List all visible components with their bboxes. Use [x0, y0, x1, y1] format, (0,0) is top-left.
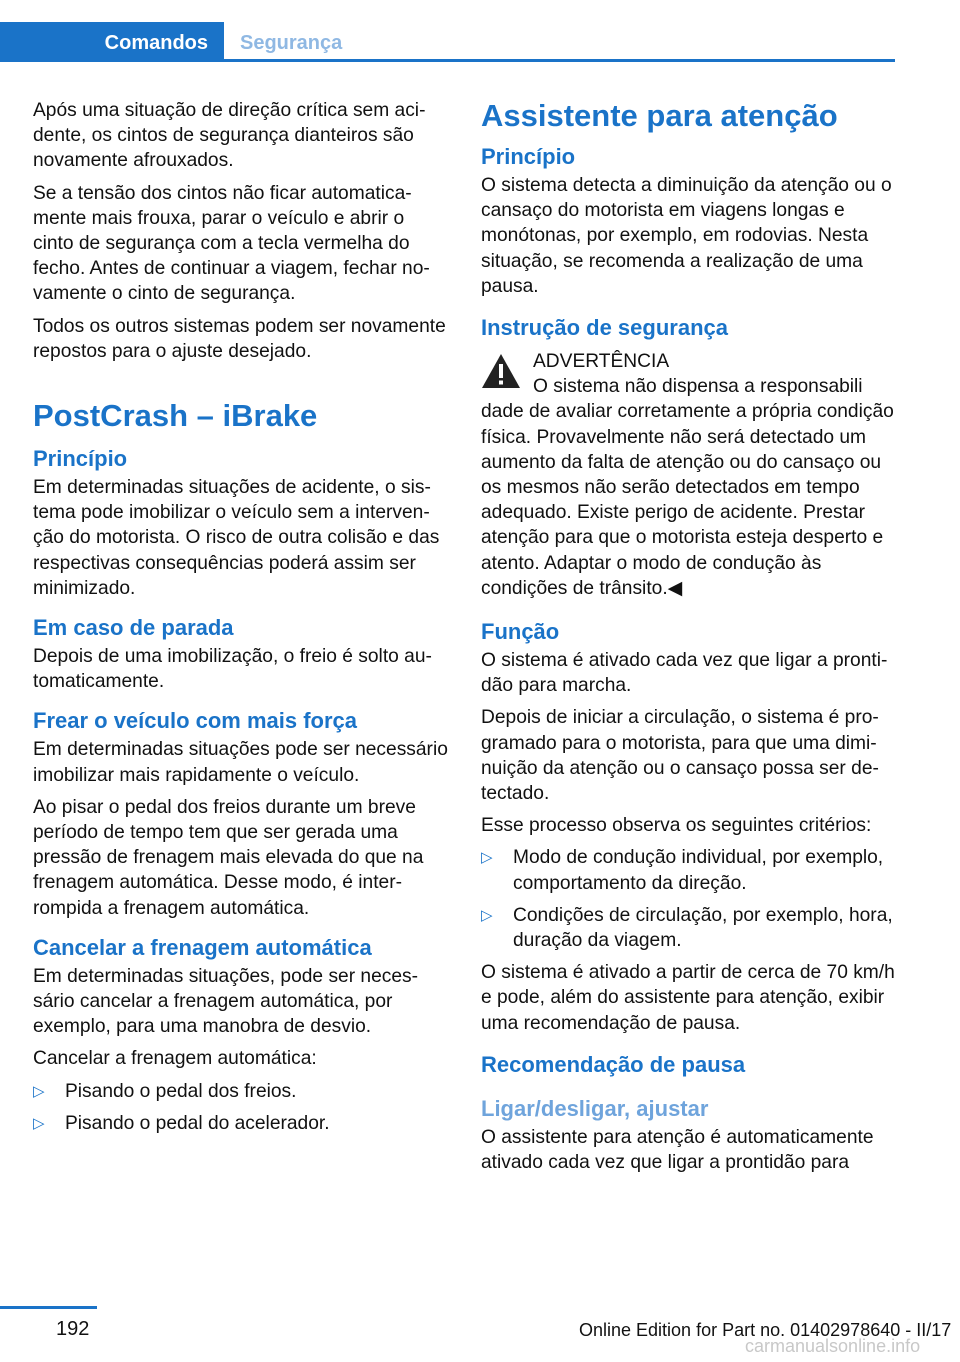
bullet-list [481, 845, 896, 953]
paragraph: Em determinadas situações de acidente, o sistema pode imobilizar o veículo sem a intervenção do motorista. O risco de outra colisão e das respectivas consequências poderá assim ser minimizado. [33, 477, 440, 599]
paragraph: Cancelar a frenagem automática: [33, 1048, 317, 1070]
watermark: carmanualsonline.info [745, 1336, 921, 1356]
section-title-assistente: Assistente para atenção [481, 98, 838, 133]
paragraph: Esse processo observa os seguintes critérios: [481, 815, 872, 837]
list-item [481, 903, 896, 953]
paragraph: Depois de iniciar a circulação, o sistema é programado para o motorista, para que uma diminuição da atenção ou o cansaço possa ser detectado. [481, 707, 879, 805]
tab-comandos[interactable]: Comandos [0, 22, 224, 62]
paragraph: O sistema detecta a diminuição da atenção ou o cansaço do motorista em viagens longas e monótonas, por exemplo, em rodovias. Nesta situação, se recomenda a realização de uma pausa. [481, 175, 892, 297]
paragraph: O sistema é ativado a partir de cerca de 70 km/h e pode, além do assistente para atenção, exibir uma recomendação de pausa. [481, 962, 895, 1034]
list-item-text: Condições de circulação, por exemplo, hora, duração da viagem. [513, 904, 893, 952]
heading-principio: Princípio [33, 446, 128, 472]
warning-triangle-icon [481, 353, 521, 389]
tabbar-underline [0, 59, 895, 62]
list-item-text: Pisando o pedal dos freios. [65, 1080, 297, 1102]
page-number: 192 [56, 1318, 90, 1340]
paragraph: Após uma situação de direção crítica sem acidente, os cintos de segurança dianteiros são novamente afrouxados. [33, 100, 426, 172]
heading-frear: Frear o veículo com mais força [33, 708, 358, 734]
bullet-triangle-icon: ▷ [33, 1082, 45, 1100]
bullet-triangle-icon: ▷ [33, 1114, 45, 1132]
section-title-postcrash: PostCrash – iBrake [33, 398, 318, 434]
chapter-tabbar [0, 22, 895, 62]
paragraph: O sistema é ativado cada vez que ligar a prontidão para marcha. [481, 650, 888, 697]
heading-instrucao: Instrução de segurança [481, 315, 728, 341]
list-item [33, 1111, 448, 1136]
left-column [33, 98, 448, 1143]
paragraph: Em determinadas situações pode ser necessário imobilizar mais rapidamente o veículo. [33, 739, 448, 786]
paragraph: Ao pisar o pedal dos freios durante um breve período de tempo tem que ser gerada uma pressão de frenagem mais elevada do que na frenagem automática. Desse modo, é interrompida a frenagem automática. [33, 796, 424, 919]
warning-text-first-line: O sistema não dispensa a responsabili [533, 376, 863, 398]
subheading-ligar: Ligar/desligar, ajustar [481, 1095, 709, 1121]
warning-title: ADVERTÊNCIA [533, 351, 670, 373]
warning-text: dade de avaliar corretamente a própria condição física. Provavelmente não será detectado um aumento da falta de atenção ou do cansaço ou os mesmos não serão detectados em tempo adequado. Existe perigo de acidente. Prestar atenção para que o motorista esteja desperto e atento. Adaptar o modo de condução às condições de trânsito.◀ [481, 401, 894, 599]
heading-recomendacao: Recomendação de pausa [481, 1051, 746, 1077]
footer-rule [0, 1306, 97, 1309]
list-item [33, 1079, 448, 1104]
heading-cancelar: Cancelar a frenagem automática [33, 934, 372, 960]
list-item-text: Modo de condução individual, por exemplo, comportamento da direção. [513, 847, 884, 894]
edition-note: Online Edition for Part no. 01402978640 - II/17 [579, 1320, 952, 1340]
paragraph: Se a tensão dos cintos não ficar automaticamente mais frouxa, parar o veículo e abrir o cinto de segurança com a tecla vermelha do fecho. Antes de continuar a viagem, fechar novamente o cinto de segurança. [33, 182, 430, 305]
paragraph: Todos os outros sistemas podem ser novamente repostos para o ajuste desejado. [33, 315, 446, 362]
list-item [481, 845, 896, 895]
bullet-triangle-icon: ▷ [481, 849, 493, 867]
right-column [481, 98, 896, 1182]
heading-principio: Princípio [481, 144, 576, 169]
bullet-list [33, 1079, 448, 1136]
list-item-text: Pisando o pedal do acelerador. [65, 1112, 330, 1134]
paragraph: Em determinadas situações, pode ser necessário cancelar a frenagem automática, por exemplo, para uma manobra de desvio. [33, 965, 419, 1038]
warning-box [481, 349, 896, 601]
heading-parada: Em caso de parada [33, 615, 234, 641]
paragraph: O assistente para atenção é automaticamente ativado cada vez que ligar a prontidão para [481, 1126, 874, 1174]
bullet-triangle-icon: ▷ [481, 906, 493, 924]
paragraph: Depois de uma imobilização, o freio é solto automaticamente. [33, 646, 432, 693]
tab-seguranca[interactable]: Segurança [240, 32, 343, 54]
heading-funcao: Função [481, 619, 560, 645]
